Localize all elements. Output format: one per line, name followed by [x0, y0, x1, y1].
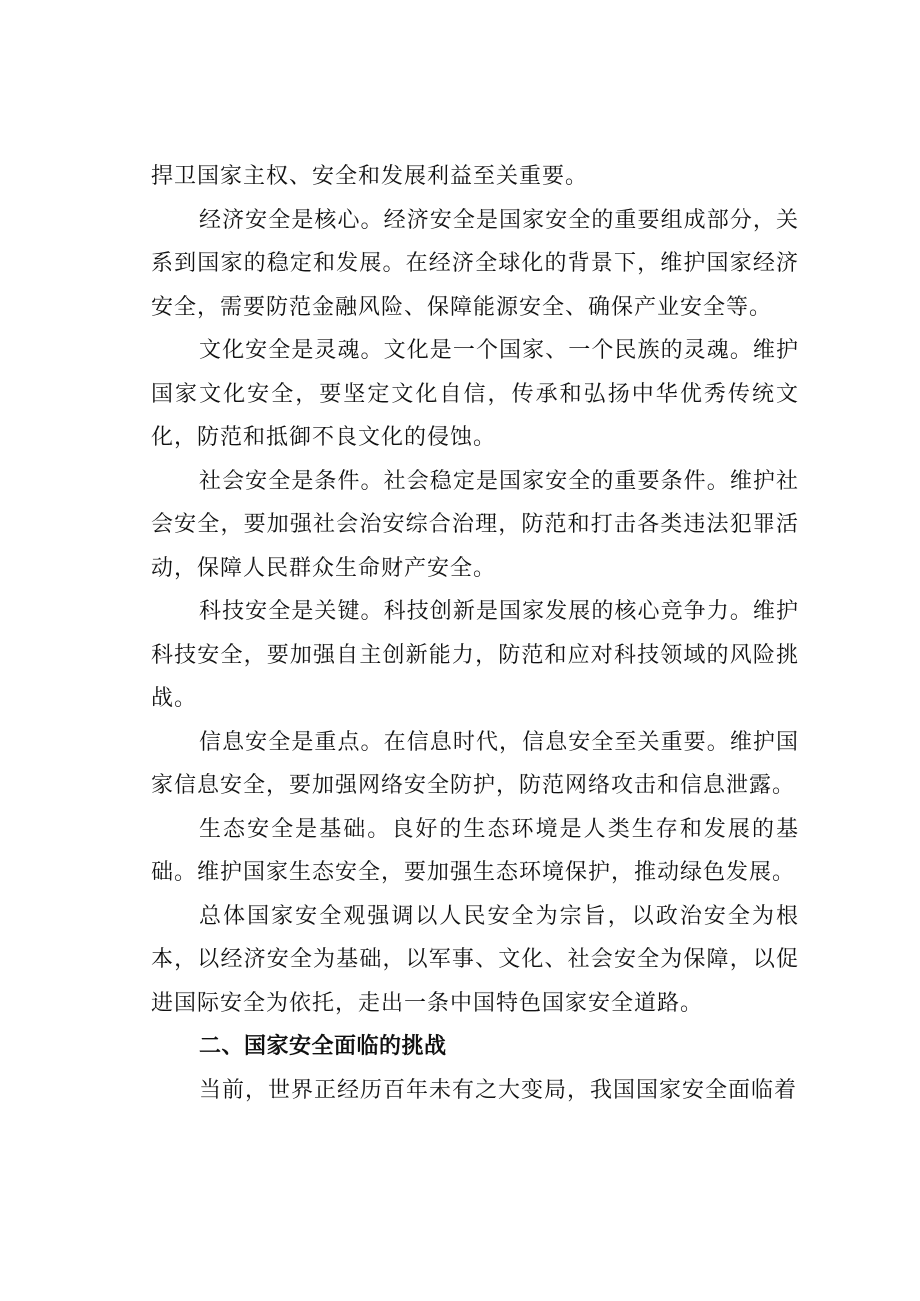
document-body [151, 155, 799, 1112]
paragraph-cultural-security: 文化安全是灵魂。文化是一个国家、一个民族的灵魂。维护国家文化安全，要坚定文化自信，传承和弘扬中华优秀传统文化，防范和抵御不良文化的侵蚀。 [151, 338, 799, 450]
paragraph-continuation: 捍卫国家主权、安全和发展利益至关重要。 [151, 164, 589, 189]
paragraph-social-security: 社会安全是条件。社会稳定是国家安全的重要条件。维护社会安全，要加强社会治安综合治理，防范和打击各类违法犯罪活动，保障人民群众生命财产安全。 [151, 468, 799, 581]
paragraph-ecological-security: 生态安全是基础。良好的生态环境是人类生存和发展的基础。维护国家生态安全，要加强生态环境保护，推动绿色发展。 [151, 816, 799, 885]
paragraph-tech-security: 科技安全是关键。科技创新是国家发展的核心竞争力。维护科技安全，要加强自主创新能力，防范和应对科技领域的风险挑战。 [151, 599, 799, 711]
paragraph-economic-security: 经济安全是核心。经济安全是国家安全的重要组成部分，关系到国家的稳定和发展。在经济全球化的背景下，维护国家经济安全，需要防范金融风险、保障能源安全、确保产业安全等。 [151, 207, 799, 320]
section-heading: 二、国家安全面临的挑战 [199, 1034, 447, 1059]
paragraph-information-security: 信息安全是重点。在信息时代，信息安全至关重要。维护国家信息安全，要加强网络安全防护，防范网络攻击和信息泄露。 [151, 729, 799, 798]
paragraph-challenges-intro: 当前，世界正经历百年未有之大变局，我国国家安全面临着 [199, 1077, 798, 1103]
paragraph-overall-security-concept: 总体国家安全观强调以人民安全为宗旨，以政治安全为根本，以经济安全为基础，以军事、文化、社会安全为保障，以促进国际安全为依托，走出一条中国特色国家安全道路。 [151, 903, 799, 1016]
